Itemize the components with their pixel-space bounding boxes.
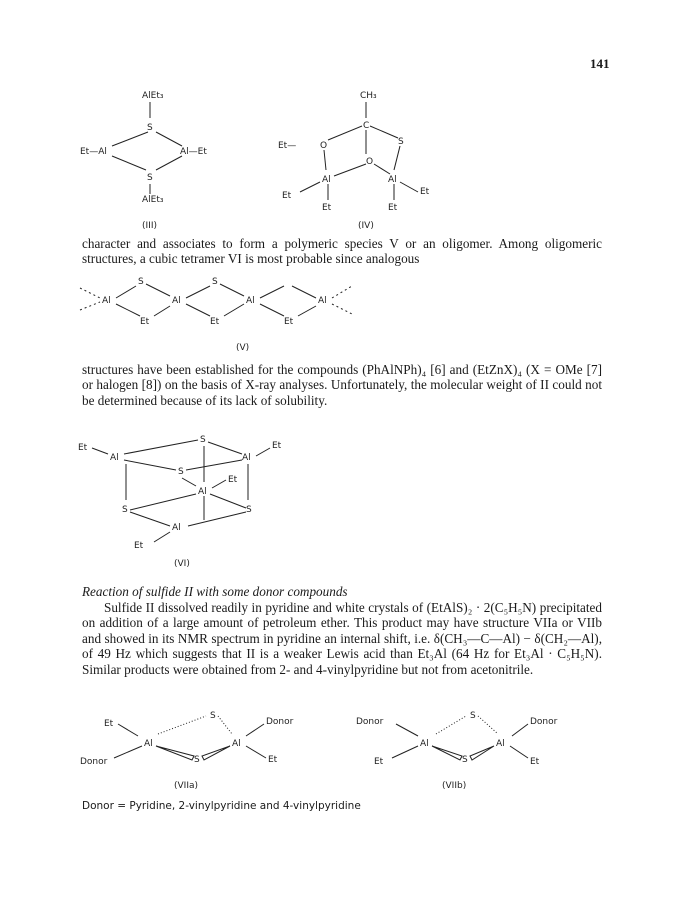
atom-label: Et — [388, 203, 398, 213]
atom-label: Donor — [266, 717, 294, 727]
atom-label: O — [366, 157, 374, 167]
atom-label: Al — [420, 739, 429, 749]
atom-label: Al — [232, 739, 241, 749]
atom-label: S — [212, 277, 218, 287]
atom-label: Et — [322, 203, 332, 213]
atom-label: Et — [272, 441, 282, 451]
atom-label: Al — [102, 296, 111, 306]
atom-label: S — [147, 123, 153, 133]
structure-label: (III) — [142, 221, 157, 231]
structure-VI — [70, 430, 310, 580]
atom-label: S — [138, 277, 144, 287]
structure-label: (VIIa) — [174, 781, 199, 791]
paragraph-1: character and associates to form a polymeric species V or an oligomer. Among oligomeric structures, a cubic tetramer VI is most probable since analogous — [82, 236, 602, 267]
atom-label: S — [200, 435, 206, 445]
atom-label: S — [398, 137, 404, 147]
atom-label: O — [320, 141, 328, 151]
atom-label: Et— — [278, 141, 297, 151]
atom-label: Donor — [80, 757, 108, 767]
atom-label: C — [363, 121, 370, 131]
structure-VIIb — [352, 708, 592, 796]
atom-label: AlEt₃ — [142, 91, 164, 101]
section-heading: Reaction of sulfide II with some donor compounds — [82, 584, 348, 599]
atom-label: Al — [322, 175, 331, 185]
atom-label: Al—Et — [180, 147, 207, 157]
atom-label: S — [122, 505, 128, 515]
atom-label: Et — [420, 187, 430, 197]
atom-label: Al — [172, 296, 181, 306]
paragraph-3: Sulfide II dissolved readily in pyridine and white crystals of (EtAlS)₂ · 2(C₅H₅N) precipitated on addition of a large amount of petroleum ether. This product may have structure VIIa or VIIb and showed in its NMR spectrum in pyridine an internal shift, i.e. δ(CH₃—C—Al) − δ(CH₂—Al), of 49 Hz which suggests that II is a weaker Lewis acid than Et₃Al (64 Hz for Et₃Al · C₅H₅N). Similar products were obtained from 2- and 4-vinylpyridine but not from acetonitrile. — [82, 600, 602, 677]
atom-label: S — [147, 173, 153, 183]
atom-label: AlEt₃ — [142, 195, 164, 205]
atom-label: Donor — [530, 717, 558, 727]
structure-IV — [270, 84, 460, 236]
atom-label: S — [462, 755, 468, 765]
atom-label: Al — [388, 175, 397, 185]
atom-label: Al — [246, 296, 255, 306]
atom-label: S — [178, 467, 184, 477]
donor-footnote: Donor = Pyridine, 2-vinylpyridine and 4-vinylpyridine — [82, 800, 361, 812]
atom-label: Et — [282, 191, 292, 201]
atom-label: Et — [134, 541, 144, 551]
structure-label: (IV) — [358, 221, 374, 231]
atom-label: Al — [242, 453, 251, 463]
atom-label: Et — [78, 443, 88, 453]
atom-label: Et — [374, 757, 384, 767]
structure-VIIa — [70, 708, 330, 796]
structure-V — [70, 270, 370, 354]
atom-label: S — [194, 755, 200, 765]
atom-label: Et — [228, 475, 238, 485]
structure-label: (VI) — [174, 559, 190, 569]
atom-label: Donor — [356, 717, 384, 727]
atom-label: Al — [110, 453, 119, 463]
atom-label: Et — [268, 755, 278, 765]
atom-label: Al — [496, 739, 505, 749]
atom-label: Al — [198, 487, 207, 497]
page-number: 141 — [590, 56, 610, 71]
atom-label: CH₃ — [360, 91, 377, 101]
structure-III — [70, 84, 270, 236]
atom-label: Et—Al — [80, 147, 107, 157]
paragraph-2: structures have been established for the compounds (PhAlNPh)₄ [6] and (EtZnX)₄ (X = OMe [7] or halogen [8]) on the basis of X-ray analyses. Unfortunately, the molecular weight of II could not be determined because of its lack of solubility. — [82, 362, 602, 408]
atom-label: S — [470, 711, 476, 721]
atom-label: Al — [144, 739, 153, 749]
structure-label: (VIIb) — [442, 781, 467, 791]
atom-label: Al — [172, 523, 181, 533]
structure-label: (V) — [236, 343, 250, 353]
atom-label: S — [210, 711, 216, 721]
atom-label: Et — [284, 317, 294, 327]
atom-label: S — [246, 505, 252, 515]
atom-label: Et — [140, 317, 150, 327]
atom-label: Et — [530, 757, 540, 767]
atom-label: Al — [318, 296, 327, 306]
atom-label: Et — [210, 317, 220, 327]
atom-label: Et — [104, 719, 114, 729]
